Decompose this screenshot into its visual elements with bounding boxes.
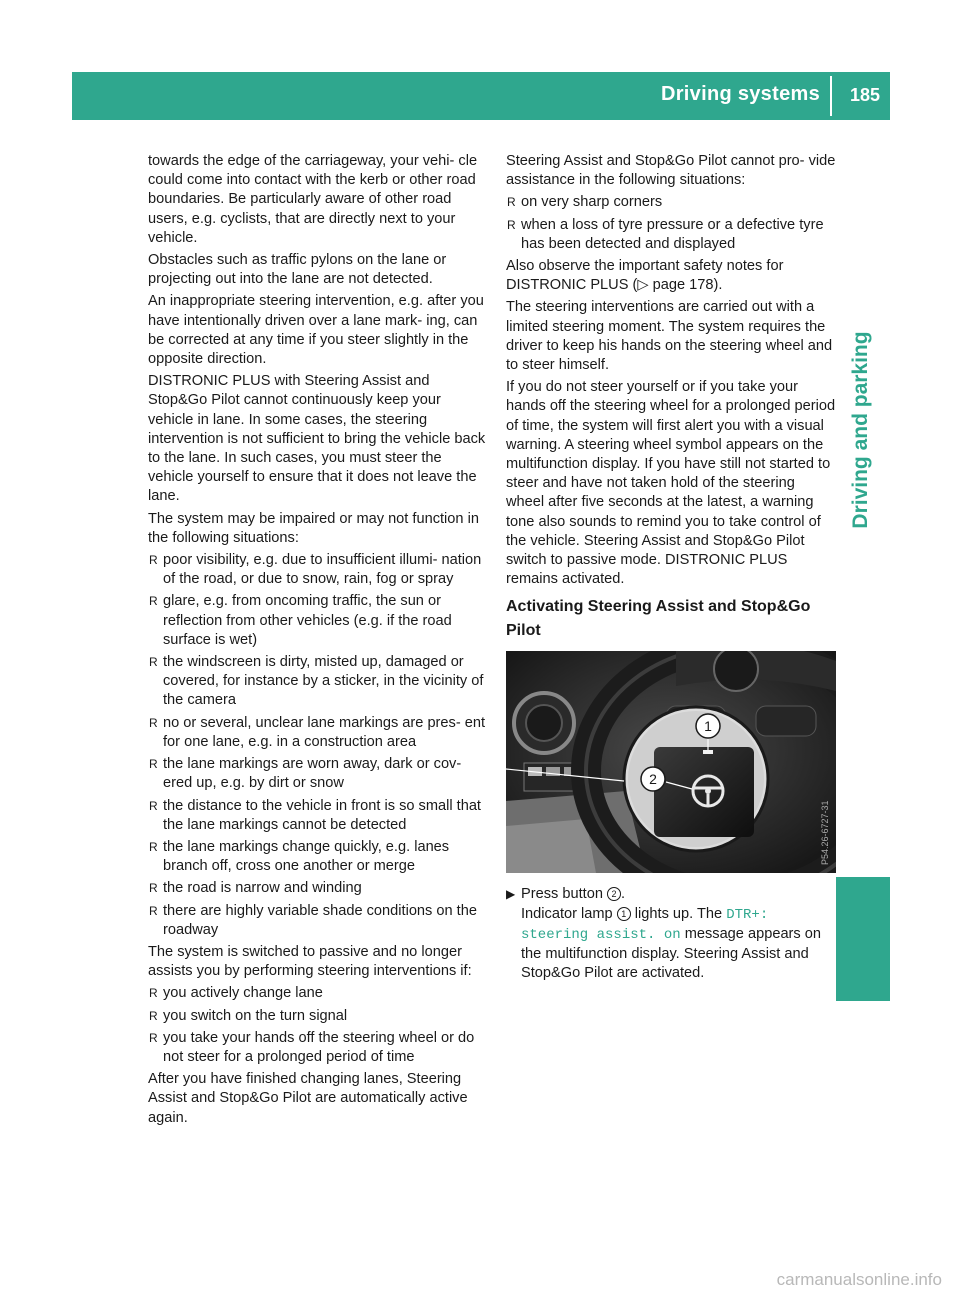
bullet-icon: R [507, 195, 516, 210]
paragraph: towards the edge of the carriageway, your vehi- cle could come into contact with the kerb or other road boundaries. Be particularly aware of other road users, e.g. cyclists, that are directly next to your vehicle. [148, 153, 478, 246]
list-item-text: there are highly variable shade conditions on the roadway [163, 902, 477, 938]
list-item-text: glare, e.g. from oncoming traffic, the sun or reflection from other vehicles (e.g. if the road surface is wet) [163, 593, 452, 648]
list-item [148, 653, 486, 711]
list-item-text: you actively change lane [163, 985, 323, 1002]
bullet-icon: R [149, 655, 158, 670]
list-item-text: poor visibility, e.g. due to insufficient illumi- nation of the road, or due to snow, rain, fog or spray [163, 552, 482, 588]
header-divider [830, 76, 832, 116]
list-item [148, 984, 486, 1003]
list-item [506, 193, 836, 212]
bullet-icon: R [149, 757, 158, 772]
step-indicator-text: Indicator lamp [521, 905, 613, 922]
ref-number-2: 2 [607, 887, 621, 901]
list-item-text: the lane markings change quickly, e.g. lanes branch off, cross one another or merge [163, 838, 450, 875]
list-item [148, 714, 486, 752]
list-item [148, 551, 486, 589]
list-item-text: on very sharp corners [521, 194, 663, 211]
list-item [506, 216, 836, 254]
chapter-title: Driving systems [660, 83, 820, 105]
side-tab [832, 300, 890, 560]
list-item [148, 755, 486, 793]
callout-2 [641, 767, 665, 791]
section-heading: Activating Steering Assist and Stop&Go Pilot [506, 598, 811, 640]
paragraph: An inappropriate steering intervention, e.g. after you have intentionally driven over a lane mark- ing, can be corrected at any time if you steer slightly in the opposite direction. [148, 293, 484, 368]
page-number: 185 [849, 85, 880, 105]
list-item [148, 797, 486, 835]
list-item [148, 592, 486, 650]
callout-2-label: 2 [649, 771, 657, 788]
paragraph: The system is switched to passive and no longer assists you by performing steering interventions if: [148, 943, 472, 980]
bullet-icon: R [149, 839, 158, 854]
step-press-end: . [621, 886, 626, 903]
list-item-text: the distance to the vehicle in front is so small that the lane markings cannot be detected [163, 797, 481, 833]
callout-1-label: 1 [704, 718, 712, 735]
list-item-text: the road is narrow and winding [163, 880, 362, 897]
bullet-icon: R [149, 715, 158, 730]
bullet-icon: R [149, 986, 158, 1001]
list-item-text: the lane markings are worn away, dark or cov- ered up, e.g. by dirt or snow [163, 756, 462, 792]
right-column [506, 152, 836, 983]
bullet-icon: R [149, 594, 158, 609]
paragraph: The system may be impaired or may not function in the following situations: [148, 510, 479, 546]
step-message-text: message appears on the multifunction display. Steering Assist and Stop&Go Pilot are activated. [521, 925, 821, 982]
bullet-icon: R [149, 553, 158, 568]
list-item [148, 1029, 486, 1067]
bullet-icon: R [507, 217, 516, 232]
paragraph: The steering interventions are carried out with a limited steering moment. The system requires the driver to keep his hands on the steering wheel and to steer himself. [506, 299, 833, 374]
header-bar [72, 72, 890, 120]
right-column-text [506, 152, 836, 589]
list-item [148, 879, 486, 898]
side-tab-label: Driving and parking [849, 331, 872, 529]
bullet-icon: R [149, 1030, 158, 1045]
list-item-text: no or several, unclear lane markings are pres- ent for one lane, e.g. in a construction area [163, 714, 486, 750]
instruction-step [506, 885, 836, 983]
paragraph: DISTRONIC PLUS with Steering Assist and Stop&Go Pilot cannot continuously keep your vehicle in lane. In some cases, the steering intervention is not sufficient to bring the vehicle back to the lane. In such cases, you must steer the vehicle yourself to ensure that it does not leave the lane. [148, 373, 486, 505]
bullet-icon: R [149, 1008, 158, 1023]
paragraph: Obstacles such as traffic pylons on the lane or projecting out into the lane are not detected. [148, 252, 447, 288]
list-item-text: you switch on the turn signal [163, 1007, 348, 1024]
bullet-icon: R [149, 881, 158, 896]
step-press-text: Press button [521, 886, 603, 903]
paragraph: Also observe the important safety notes for DISTRONIC PLUS (▷ page 178). [506, 258, 784, 294]
ref-number-1: 1 [617, 907, 631, 921]
list-item-text: the windscreen is dirty, misted up, damaged or covered, for instance by a sticker, in the vicinity of the camera [163, 654, 484, 709]
list-item [148, 1007, 486, 1026]
paragraph: Steering Assist and Stop&Go Pilot cannot pro- vide assistance in the following situations: [506, 153, 836, 189]
bullet-icon: R [149, 903, 158, 918]
paragraph: If you do not steer yourself or if you take your hands off the steering wheel for a prolonged period of time, the system will first alert you with a visual warning. A steering wheel symbol appears on the multifunction display. If you have still not started to steer and have not taken hold of the steering wheel after five seconds at the latest, a warning tone also sounds to remind you to take control of the vehicle. Steering Assist and Stop&Go Pilot switch to passive mode. DISTRONIC PLUS remains activated. [506, 379, 836, 588]
side-marker [836, 877, 890, 1001]
steering-wheel-photo [506, 651, 836, 873]
step-arrow-icon: ▶ [506, 887, 516, 902]
list-item-text: when a loss of tyre pressure or a defective tyre has been detected and displayed [521, 216, 824, 252]
bullet-icon: R [149, 798, 158, 813]
left-column [148, 152, 486, 1131]
list-item [148, 902, 486, 940]
list-item [148, 838, 486, 876]
figure-code: P54.26-6727-31 [820, 800, 830, 866]
step-lights-text: lights up. The [634, 905, 723, 922]
display-message: DTR+: steering assist. on [521, 906, 769, 943]
watermark: carmanualsonline.info [776, 1270, 942, 1289]
list-item-text: you take your hands off the steering wheel or do not steer for a prolonged period of time [163, 1029, 475, 1065]
callout-1 [696, 714, 720, 738]
paragraph: After you have finished changing lanes, Steering Assist and Stop&Go Pilot are automatically active again. [148, 1071, 468, 1126]
